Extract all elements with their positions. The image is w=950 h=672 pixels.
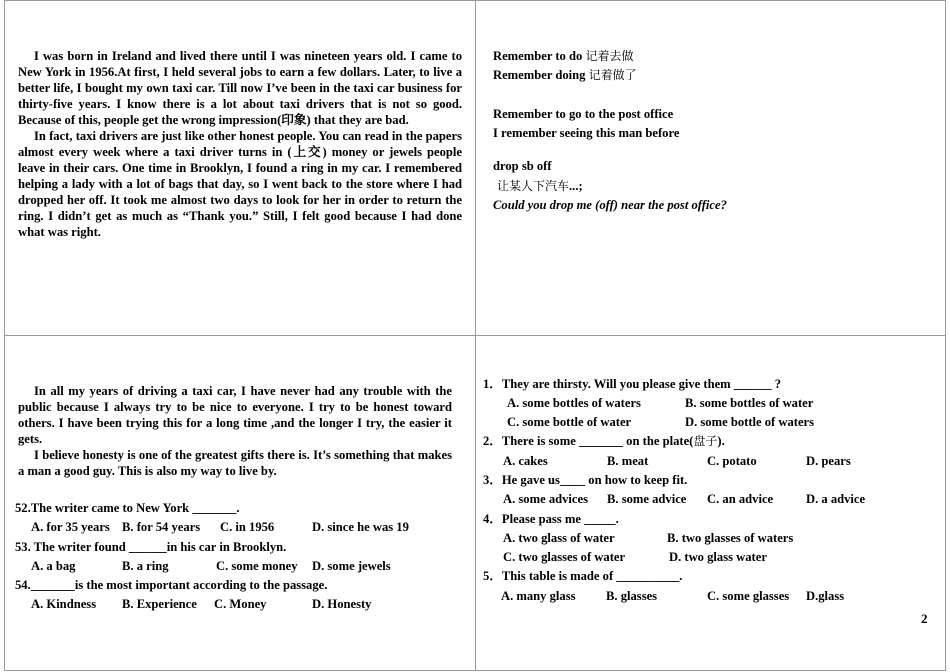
question-54-option-d: D. Honesty <box>312 597 372 611</box>
question-2-option-b: B. meat <box>607 454 649 468</box>
question-2-option-a: A. cakes <box>503 454 548 468</box>
question-52-option-a: A. for 35 years <box>31 520 110 534</box>
question-3-option-b: B. some advice <box>607 492 687 506</box>
question-4: 4．Please pass me _____. <box>483 512 619 526</box>
question-3-option-c: C. an advice <box>707 492 774 506</box>
note-remember-to-do: Remember to do 记着去做 <box>493 49 634 63</box>
page-panel-top-left <box>4 0 476 336</box>
question-5-option-b: B. glasses <box>606 589 658 603</box>
example-drop-me-off: Could you drop me (off) near the post office? <box>493 198 727 212</box>
question-53: 53. The writer found ______in his car in Brooklyn. <box>15 540 287 554</box>
question-2-option-d: D. pears <box>806 454 851 468</box>
page-number: 2 <box>921 611 928 626</box>
question-53-option-b: B. a ring <box>122 559 169 573</box>
page-panel-top-right <box>475 0 946 336</box>
note-drop-sb-off: drop sb off <box>493 159 552 173</box>
question-3-option-a: A. some advices <box>503 492 588 506</box>
question-53-option-a: A. a bag <box>31 559 76 573</box>
question-52-option-d: D. since he was 19 <box>312 520 409 534</box>
page-panel-bottom-left <box>4 335 476 671</box>
question-1: 1．They are thirsty. Will you please give them ______ ? <box>483 377 782 391</box>
question-1-option-b: B. some bottles of water <box>685 396 814 410</box>
story-paragraph-2: In fact, taxi drivers are just like other honest people. You can read in the papers almost every week where a taxi driver turns in (上交) money or jewels people leave in their cars. One time in Brooklyn, I found a ring in my car. I remembered helping a lady with a lot of bags that day, so I went back to the store where I had dropped her off. It took me almost two days to look for her in order to return the ring. I didn’t get as much as “Thank you.” Still, I felt good because I had done what was right. <box>18 129 462 239</box>
question-52-option-c: C. in 1956 <box>220 520 275 534</box>
question-4-option-a: A. two glass of water <box>503 531 615 545</box>
question-54: 54._______is the most important according to the passage. <box>15 578 328 592</box>
question-53-option-d: D. some jewels <box>312 559 391 573</box>
page-panel-bottom-right <box>475 335 946 671</box>
question-1-option-c: C. some bottle of water <box>507 415 632 429</box>
question-2-option-c: C. potato <box>707 454 757 468</box>
note-drop-meaning: 让某人下汽车...; <box>497 179 583 193</box>
question-3-option-d: D. a advice <box>806 492 866 506</box>
example-remember-seeing: I remember seeing this man before <box>493 126 680 140</box>
question-5-option-d: D.glass <box>806 589 845 603</box>
question-54-option-b: B. Experience <box>122 597 197 611</box>
question-5-option-a: A. many glass <box>501 589 576 603</box>
question-4-option-b: B. two glasses of waters <box>667 531 794 545</box>
question-1-option-d: D. some bottle of waters <box>685 415 815 429</box>
question-3: 3．He gave us____ on how to keep fit. <box>483 473 688 487</box>
story-text-part-1 <box>18 48 462 240</box>
story-text-part-2 <box>18 383 452 479</box>
question-53-option-c: C. some money <box>216 559 298 573</box>
question-54-option-a: A. Kindness <box>31 597 97 611</box>
question-1-option-a: A. some bottles of waters <box>507 396 641 410</box>
question-5-option-c: C. some glasses <box>707 589 790 603</box>
question-52-option-b: B. for 54 years <box>122 520 201 534</box>
question-52: 52.The writer came to New York _______. <box>15 501 240 515</box>
note-remember-doing: Remember doing 记着做了 <box>493 68 637 82</box>
question-2: 2．There is some _______ on the plate(盘子). <box>483 434 725 448</box>
question-5: 5．This table is made of __________. <box>483 569 683 583</box>
story-paragraph-4: I believe honesty is one of the greatest gifts there is. It’s something that makes a man a good guy. This is also my way to live by. <box>18 448 452 478</box>
question-4-option-c: C. two glasses of water <box>503 550 626 564</box>
question-4-option-d: D. two glass water <box>669 550 767 564</box>
story-paragraph-1: I was born in Ireland and lived there until I was nineteen years old. I came to New York in 1956.At first, I held several jobs to earn a few dollars. Later, to live a better life, I bought my own taxi car. Till now I’ve been in the taxi car business for thirty-five years. I know there is a lot about taxi drivers that is not so good. Because of this, people get the wrong impression(印象) that they are bad. <box>18 49 462 127</box>
example-remember-to-go: Remember to go to the post office <box>493 107 674 121</box>
question-54-option-c: C. Money <box>214 597 267 611</box>
story-paragraph-3: In all my years of driving a taxi car, I have never had any trouble with the public because I always try to be nice to everyone. I try to be honest toward others. I have been trying this for a long time ,and the longer I try, the easier it gets. <box>18 384 452 446</box>
